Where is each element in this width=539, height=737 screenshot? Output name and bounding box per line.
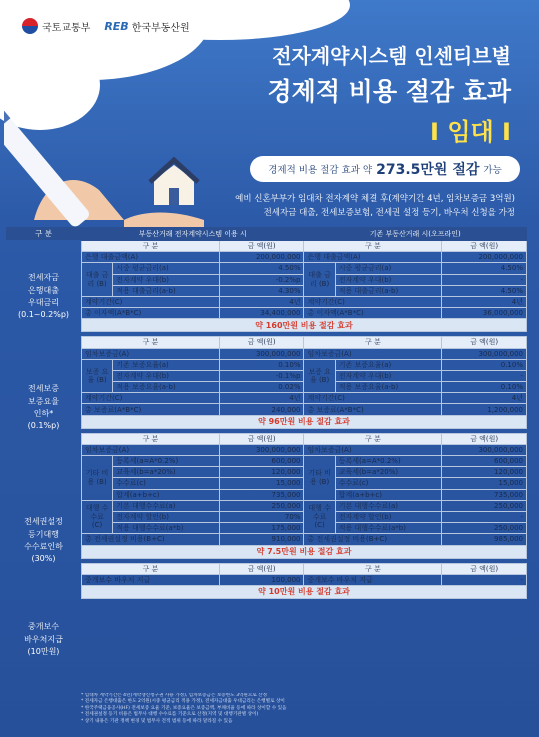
section-label-loan: 전세자금 은행대출 우대금리 (0.1~0.2%p) — [17, 273, 70, 320]
table-row: 합계(a+b+c) 735,000 합계(a+b+c) 735,000 — [82, 489, 527, 500]
category-header: 구 분 — [6, 227, 81, 240]
table-row: 수수료(c) 15,000 수수료(c) 15,000 — [82, 478, 527, 489]
table-row: 적용 보증요율(a-b) 0.02% 적용 보증요율(a-b) 0.10% — [82, 382, 527, 393]
table-row: 적용 대출금리(a-b) 4.30% 적용 대출금리(a-b) 4.50% — [82, 285, 527, 296]
title-line-2: 경제적 비용 절감 효과 — [267, 77, 511, 106]
table-row: 총 이자액(A*B*C) 34,400,000 총 이자액(A*B*C) 36,000,000 — [82, 308, 527, 319]
table-row: 은행 대출금액(A) 200,000,000 은행 대출금액(A) 200,000,000 — [82, 252, 527, 263]
highlight-pill: 경제적 비용 절감 효과 약 273.5만원 절감 가능 — [250, 156, 520, 182]
title-line-3: I 임대 I — [430, 118, 511, 146]
header-offline: 기존 부동산거래 시(오프라인) — [304, 228, 527, 241]
taeguk-icon — [22, 18, 38, 34]
table-row: 전자계약 할인(b) 70% 전자계약 할인(b) - — [82, 511, 527, 522]
table-row: 기타 비용 (B) 등록세(a=A*0.2%) 600,000 기타 비용 (B) 등록세(a=A*0.2%) 600,000 — [82, 456, 527, 467]
subtitle-line-1: 예비 신혼부부가 임대차 전자계약 체결 후(계약기간 4년, 임차보증금 3억원) — [235, 194, 515, 204]
table-row: 구 분 금 액(원) 구 분 금 액(원) — [82, 433, 527, 444]
table-row: 구 분 금 액(원) 구 분 금 액(원) — [82, 241, 527, 252]
table-row: 보증 요율 (B) 기존 보증요율(a) 0.10% 보증 요율 (B) 기존 보증요율(a) 0.10% — [82, 359, 527, 370]
reb-logo: REB 한국부동산원 — [104, 19, 190, 34]
cost-table — [81, 227, 527, 599]
footnotes: * 임대차 계약기간은 4년(계약갱신청구권 사용 가정), 임차보증금은 보증한도 3억원으로 산정 * 전세자금 은행대출은 한도 2억원(시중 평균금리 적용 가정), 전세자금대출 우대금리는 은행별로 상이 * 한국주택금융공사(HF) 전세보증 요율 기준, 보증요율은 보증금액, 부채비율 등에 따라 상이할 수 있음 * 전세권설정 등기 비용은 법무사 대행 수수료를 기준으로 산정(지역 및 대행기관별 상이) * 상기 내용은 기관 정책 변경 및 법무사 견적 범위 등에 따라 달라질 수 있음 — [81, 693, 287, 724]
table-row: 계약기간(C) 4년 계약기간(C) 4년 — [82, 296, 527, 307]
section-label-guarantee: 전세보증 보증요율 인하* (0.1%p) — [27, 384, 60, 431]
result-row-registration: 약 7.5만원 비용 절감 효과 — [82, 545, 527, 558]
result-row-loan: 약 160만원 비용 절감 효과 — [82, 319, 527, 332]
table-row: 총 보증료(A*B*C) 240,000 총 보증료(A*B*C) 1,200,000 — [82, 404, 527, 415]
table-row: 교육세(b=a*20%) 120,000 교육세(b=a*20%) 120,000 — [82, 467, 527, 478]
result-row-guarantee: 약 96만원 비용 절감 효과 — [82, 415, 527, 428]
table-row: 적용 대행수수료(a*b) 175,000 적용 대행수수료(a*b) 250,000 — [82, 523, 527, 534]
title-line-1: 전자계약시스템 인센티브별 — [272, 44, 511, 68]
section-label-registration: 전세권설정 등기대행 수수료인하 (30%) — [24, 517, 63, 564]
table-row: 중개보수 바우처 지급 100,000 중개보수 바우처 지급 - — [82, 574, 527, 585]
table-row: 계약기간(C) 4년 계약기간(C) 4년 — [82, 393, 527, 404]
section-label-voucher: 중개보수 바우처지급 (10만원) — [24, 622, 63, 657]
table-row: 전자계약 우대(b) -0.2%p 전자계약 우대(b) - — [82, 274, 527, 285]
logo-bar — [22, 18, 190, 34]
ministry-logo: 국토교통부 — [22, 18, 90, 34]
table-row: 총 전세권설정 비용(B+C) 910,000 총 전세권설정 비용(B+C) 985,000 — [82, 534, 527, 545]
table-row: 구 분 금 액(원) 구 분 금 액(원) — [82, 563, 527, 574]
result-row-voucher: 약 10만원 비용 절감 효과 — [82, 585, 527, 598]
pen-hand-illustration — [4, 70, 204, 250]
table-row: 대출 금리 (B) 시중 평균금리(a) 4.50% 대출 금리 (B) 시중 평균금리(a) 4.50% — [82, 263, 527, 274]
table-row: 대행 수수료 (C) 기본 대행수수료(a) 250,000 대행 수수료 (C) 기본 대행수수료(a) 250,000 — [82, 500, 527, 511]
table-row: 전자계약 우대(b) -0.1%p 전자계약 우대(b) - — [82, 370, 527, 381]
subtitle-line-2: 전세자금 대출, 전세보증보험, 전세권 설정 등기, 바우처 신청을 가정 — [263, 208, 515, 218]
table-row: 구 분 금 액(원) 구 분 금 액(원) — [82, 337, 527, 348]
header-electronic: 부동산거래 전자계약시스템 이용 시 — [82, 228, 304, 241]
table-row: 임차보증금(A) 300,000,000 임차보증금(A) 300,000,000 — [82, 444, 527, 455]
table-row: 임차보증금(A) 300,000,000 임차보증금(A) 300,000,000 — [82, 348, 527, 359]
